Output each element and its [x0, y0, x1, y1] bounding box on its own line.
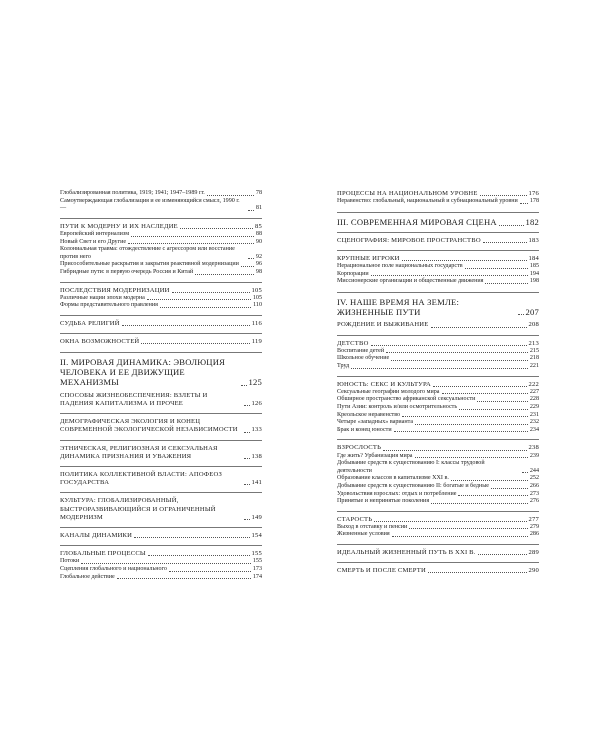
- toc-entry: [337, 498, 539, 506]
- dot-leader: [371, 345, 527, 346]
- toc-page-number: 182: [525, 216, 539, 227]
- toc-chapter-heading: [60, 466, 262, 487]
- dot-leader: [499, 225, 524, 226]
- toc-page-number: 155: [251, 550, 262, 558]
- toc-entry-title: СПОСОБЫ ЖИЗНЕОБЕСПЕЧЕНИЯ: ВЗЛЕТЫ И ПАДЕНИЯ КАПИТАЛИЗМА И ПРОЧЕЕ: [60, 391, 208, 407]
- toc-entry-title: Выход в отставку и пенсии: [337, 523, 408, 530]
- dot-leader: [195, 274, 254, 275]
- toc-entry: [337, 419, 539, 427]
- toc-entry-title: СТАРОСТЬ: [337, 515, 373, 523]
- dot-leader: [483, 242, 527, 243]
- toc-page-number: 155: [252, 558, 262, 565]
- dot-leader: [148, 555, 250, 556]
- toc-entry-title: Неравенство: глобальный, национальный и субнациональный уровни: [337, 198, 518, 205]
- toc-entry-title: Обширное пространство африканской сексуальности: [337, 396, 476, 403]
- dot-leader: [141, 343, 249, 344]
- toc-entry-title: Европейский интернализм: [60, 230, 130, 237]
- toc-entry-title: Жизненные условия: [337, 531, 390, 538]
- dot-leader: [392, 536, 528, 537]
- toc-page-number: 218: [529, 355, 539, 362]
- toc-entry-title: ЭТНИЧЕСКАЯ, РЕЛИГИОЗНАЯ И СЕКСУАЛЬНАЯ ДИНАМИКА ПРИЗНАНИЯ И УВАЖЕНИЯ: [60, 444, 218, 460]
- toc-entry-title: Нерациональное поле национальных государств: [337, 263, 463, 269]
- toc-page-number: 141: [251, 479, 262, 487]
- toc-entry-title: Труд: [337, 362, 350, 369]
- dot-leader: [518, 314, 524, 315]
- toc-page-number: 92: [255, 253, 262, 260]
- dot-leader: [478, 554, 527, 555]
- dot-leader: [415, 424, 528, 425]
- toc-entry-title: Добывание средств к существованию II: богатые и бедные: [337, 482, 489, 489]
- toc-entry-title: Различные нации эпохи модерна: [60, 294, 145, 301]
- toc-chapter-heading: [60, 545, 262, 558]
- toc-entry: [60, 261, 262, 269]
- dot-leader: [465, 268, 528, 269]
- dot-leader: [522, 472, 528, 473]
- toc-page-number: 126: [251, 399, 262, 407]
- dot-leader: [134, 537, 249, 538]
- toc-page-number: 231: [529, 411, 539, 418]
- dot-leader: [241, 266, 254, 267]
- dot-leader: [485, 283, 527, 284]
- toc-page-number: 234: [529, 426, 539, 433]
- toc-page-number: 116: [251, 319, 262, 327]
- toc-entry-title: Четыре «западных» варианта: [337, 419, 414, 426]
- toc-entry: [60, 558, 262, 566]
- toc-part-heading: [337, 292, 539, 318]
- dot-leader: [207, 195, 254, 196]
- toc-page-number: 289: [528, 549, 539, 557]
- toc-entry-title: ДЕМОГРАФИЧЕСКАЯ ЭКОЛОГИЯ И КОНЕЦ СОВРЕМЕННОЙ ЭКОЛОГИЧЕСКОЙ НЕЗАВИСИМОСТИ: [60, 418, 238, 434]
- toc-page-number: 110: [253, 302, 262, 309]
- toc-page-number: 238: [528, 444, 539, 452]
- toc-entry-title: КАНАЛЫ ДИНАМИКИ: [60, 531, 133, 539]
- dot-leader: [442, 393, 528, 394]
- toc-page-number: 96: [255, 261, 262, 268]
- toc-page-number: 273: [529, 490, 539, 497]
- toc-page-number: 239: [529, 452, 539, 459]
- toc-entry-title: II. МИРОВАЯ ДИНАМИКА: ЭВОЛЮЦИЯ ЧЕЛОВЕКА И ЕЕ ДВИЖУЩИЕ МЕХАНИЗМЫ: [60, 357, 226, 387]
- toc-part-heading: [60, 352, 262, 387]
- toc-entry: [60, 231, 262, 239]
- toc-entry: [60, 566, 262, 574]
- toc-list: [60, 190, 262, 581]
- toc-entry: [337, 263, 539, 271]
- toc-right-column: [337, 190, 539, 575]
- toc-entry: [337, 460, 539, 475]
- dot-leader: [433, 386, 526, 387]
- toc-chapter-heading: [337, 190, 539, 198]
- toc-entry-title: ПРОЦЕССЫ НА НАЦИОНАЛЬНОМ УРОВНЕ: [337, 190, 478, 197]
- toc-entry-title: Глобальное действие: [60, 573, 115, 580]
- toc-page-number: 125: [248, 376, 262, 387]
- dot-leader: [459, 409, 528, 410]
- dot-leader: [371, 275, 528, 276]
- dot-leader: [244, 484, 250, 485]
- toc-chapter-heading: [60, 392, 262, 408]
- toc-chapter-heading: [337, 439, 539, 452]
- toc-entry-title: ПУТИ К МОДЕРНУ И ИХ НАСЛЕДИЕ: [60, 222, 178, 230]
- toc-entry-title: Миссионерские организации и общественные движения: [337, 278, 484, 285]
- toc-page-number: 88: [255, 230, 262, 237]
- toc-page-number: 207: [525, 306, 539, 317]
- toc-entry: [337, 198, 539, 206]
- toc-entry-title: Брак и конец юности: [337, 426, 392, 433]
- dot-leader: [431, 503, 528, 504]
- dot-leader: [402, 260, 527, 261]
- dot-leader: [431, 327, 527, 328]
- toc-entry-title: Пути Азии: контроль и/или осмотрительность: [337, 403, 458, 410]
- dot-leader: [244, 405, 250, 406]
- toc-page-number: 266: [529, 482, 539, 489]
- toc-page-number: 208: [528, 321, 539, 329]
- dot-leader: [374, 521, 526, 522]
- dot-leader: [248, 258, 254, 259]
- dot-leader: [491, 488, 528, 489]
- toc-entry-title: ДЕТСТВО: [337, 339, 369, 347]
- toc-page-number: 176: [528, 190, 539, 197]
- toc-chapter-heading: [337, 321, 539, 329]
- toc-entry-title: КУЛЬТУРА: ГЛОБАЛИЗИРОВАННЫЙ, БЫСТРОРАЗВИВАЮЩИЙСЯ И ОГРАНИЧЕННЫЙ МОДЕРНИЗМ: [60, 497, 216, 521]
- toc-page-number: 90: [255, 238, 262, 245]
- toc-page-number: 149: [251, 513, 262, 521]
- toc-entry-title: Сцепления глобального и национального: [60, 565, 167, 572]
- toc-chapter-heading: [60, 440, 262, 461]
- toc-page-number: 178: [529, 198, 539, 205]
- dot-leader: [117, 578, 251, 579]
- toc-page-number: 232: [529, 419, 539, 426]
- dot-leader: [172, 292, 250, 293]
- toc-entry-title: Глобализированная политика, 1919; 1941; 1947–1989 гг.: [60, 190, 205, 196]
- toc-chapter-heading: [337, 376, 539, 389]
- dot-leader: [131, 236, 254, 237]
- toc-page-number: 252: [529, 475, 539, 482]
- toc-entry-title: Воспитание детей: [337, 347, 385, 354]
- toc-page-number: 244: [529, 467, 539, 474]
- toc-entry: [60, 269, 262, 277]
- toc-page-number: 228: [529, 396, 539, 403]
- dot-leader: [458, 495, 527, 496]
- dot-leader: [180, 228, 253, 229]
- toc-entry-title: СЦЕНОГРАФИЯ: МИРОВОЕ ПРОСТРАНСТВО: [337, 236, 481, 244]
- toc-page-number: 213: [528, 339, 539, 347]
- dot-leader: [122, 325, 250, 326]
- toc-page-number: 183: [528, 236, 539, 244]
- toc-chapter-heading: [337, 511, 539, 524]
- toc-entry-title: ВЗРОСЛОСТЬ: [337, 444, 382, 452]
- toc-chapter-heading: [60, 315, 262, 328]
- dot-leader: [169, 571, 251, 572]
- toc-entry-title: ЮНОСТЬ: СЕКС И КУЛЬТУРА: [337, 380, 432, 388]
- toc-entry: [60, 198, 262, 213]
- toc-page-number: 277: [528, 515, 539, 523]
- toc-chapter-heading: [337, 232, 539, 245]
- toc-entry-title: Колониальная травма: отождествление с агрессором или восстание против него: [60, 246, 235, 260]
- toc-entry-title: СУДЬБА РЕЛИГИЙ: [60, 319, 120, 327]
- dot-leader: [244, 432, 250, 433]
- toc-entry-title: Креольское неравенство: [337, 411, 401, 418]
- toc-chapter-heading: [60, 492, 262, 522]
- toc-entry-title: ИДЕАЛЬНЫЙ ЖИЗНЕННЫЙ ПУТЬ В XXI В.: [337, 549, 476, 557]
- toc-page-number: 133: [251, 426, 262, 434]
- toc-part-heading: [337, 212, 539, 228]
- toc-entry-title: Корпорации: [337, 270, 369, 277]
- toc-chapter-heading: [60, 527, 262, 540]
- toc-entry-title: Новый Свет и его Другие: [60, 238, 127, 245]
- toc-entry-title: Присособительные раскрытия и закрытия реактивной модернизации: [60, 261, 239, 268]
- toc-entry: [337, 363, 539, 371]
- toc-entry: [337, 278, 539, 286]
- dot-leader: [147, 299, 251, 300]
- toc-entry-title: СМЕРТЬ И ПОСЛЕ СМЕРТИ: [337, 567, 426, 575]
- toc-entry-title: Формы представительного правления: [60, 302, 158, 309]
- toc-entry: [60, 190, 262, 198]
- dot-leader: [480, 195, 527, 196]
- dot-leader: [244, 458, 250, 459]
- toc-entry: [337, 404, 539, 412]
- toc-entry-title: ПОЛИТИКА КОЛЛЕКТИВНОЙ ВЛАСТИ: АПОФЕОЗ ГОСУДАРСТВА: [60, 470, 222, 487]
- toc-entry: [60, 246, 262, 261]
- toc-chapter-heading: [60, 333, 262, 346]
- toc-chapter-heading: [60, 282, 262, 295]
- dot-leader: [391, 360, 528, 361]
- dot-leader: [244, 519, 250, 520]
- toc-entry-title: Принятые и непринятые поколения: [337, 498, 430, 505]
- dot-leader: [415, 457, 528, 458]
- toc-page-number: 138: [251, 452, 262, 460]
- toc-chapter-heading: [337, 335, 539, 348]
- toc-page-number: 185: [529, 263, 539, 269]
- dot-leader: [409, 528, 528, 529]
- toc-page-number: 105: [251, 286, 262, 294]
- toc-entry-title: РОЖДЕНИЕ И ВЫЖИВАНИЕ: [337, 321, 429, 329]
- dot-leader: [241, 385, 247, 386]
- toc-page-number: 286: [529, 531, 539, 538]
- toc-entry: [337, 524, 539, 532]
- toc-entry-title: Сексуальные географии молодого мира: [337, 388, 440, 395]
- toc-page-number: 78: [255, 190, 262, 196]
- toc-entry-title: ГЛОБАЛЬНЫЕ ПРОЦЕССЫ: [60, 550, 146, 558]
- toc-entry-title: III. СОВРЕМЕННАЯ МИРОВАЯ СЦЕНА: [337, 216, 497, 227]
- toc-page-number: 98: [255, 268, 262, 275]
- toc-chapter-heading: [337, 250, 539, 263]
- toc-page-number: 222: [528, 380, 539, 388]
- toc-entry: [337, 412, 539, 420]
- toc-page-number: 198: [529, 278, 539, 285]
- toc-entry-title: ПОСЛЕДСТВИЯ МОДЕРНИЗАЦИИ: [60, 286, 170, 294]
- toc-page-number: 184: [528, 254, 539, 262]
- toc-entry-title: Образование классов в капитализме XXI в.: [337, 475, 449, 482]
- toc-page-number: 194: [529, 270, 539, 277]
- toc-page-number: 279: [529, 523, 539, 530]
- toc-page-number: 85: [255, 222, 262, 230]
- toc-chapter-heading: [60, 218, 262, 231]
- toc-page-number: 221: [529, 362, 539, 369]
- toc-page-number: 174: [252, 573, 262, 580]
- dot-leader: [248, 210, 254, 211]
- toc-entry-title: Школьное обучение: [337, 355, 390, 362]
- toc-entry-title: Добывание средств к существованию I: классы трудовой деятельности: [337, 460, 485, 474]
- toc-entry: [337, 531, 539, 539]
- dot-leader: [477, 401, 527, 402]
- dot-leader: [383, 450, 526, 451]
- toc-entry: [337, 491, 539, 499]
- dot-leader: [520, 203, 528, 204]
- toc-entry-title: Удовольствия взрослых: отдых и потребление: [337, 490, 457, 497]
- dot-leader: [351, 368, 528, 369]
- toc-chapter-heading: [337, 544, 539, 557]
- toc-entry: [60, 302, 262, 310]
- toc-page-number: 105: [252, 294, 262, 301]
- dot-leader: [451, 480, 528, 481]
- toc-entry: [337, 355, 539, 363]
- toc-page-number: 290: [528, 567, 539, 575]
- toc-entry-title: Где жить? Урбанизация мира: [337, 452, 413, 459]
- toc-entry-title: Гибридные пути: в первую очередь Россия и Китай: [60, 268, 194, 275]
- dot-leader: [160, 307, 251, 308]
- toc-page-number: 227: [529, 388, 539, 395]
- toc-list: [337, 190, 539, 575]
- dot-leader: [386, 352, 528, 353]
- toc-entry: [60, 574, 262, 582]
- dot-leader: [402, 416, 528, 417]
- toc-entry: [337, 427, 539, 435]
- toc-page-number: 229: [529, 403, 539, 410]
- dot-leader: [81, 563, 251, 564]
- dot-leader: [128, 243, 254, 244]
- toc-left-column: [60, 190, 262, 581]
- toc-page-number: 119: [251, 338, 262, 346]
- dot-leader: [394, 431, 528, 432]
- toc-entry-title: КРУПНЫЕ ИГРОКИ: [337, 254, 400, 262]
- toc-entry-title: ОКНА ВОЗМОЖНОСТЕЙ: [60, 338, 140, 346]
- toc-entry: [337, 396, 539, 404]
- toc-page-number: 81: [255, 205, 262, 212]
- toc-entry: [337, 475, 539, 483]
- toc-entry: [337, 483, 539, 491]
- toc-entry-title: Потоки: [60, 558, 80, 565]
- toc-entry: [337, 453, 539, 461]
- toc-chapter-heading: [337, 562, 539, 575]
- toc-entry-title: Самоутверждающая глобализация и ее изменяющийся смысл, 1990 г. —: [60, 197, 240, 212]
- dot-leader: [428, 572, 527, 573]
- toc-entry: [60, 295, 262, 303]
- toc-page-number: 154: [251, 531, 262, 539]
- toc-page-number: 173: [252, 565, 262, 572]
- toc-entry: [60, 239, 262, 247]
- toc-page-number: 215: [529, 347, 539, 354]
- toc-chapter-heading: [60, 413, 262, 434]
- toc-entry-title: IV. НАШЕ ВРЕМЯ НА ЗЕМЛЕ: ЖИЗНЕННЫЕ ПУТИ: [337, 296, 460, 317]
- toc-page-number: 276: [529, 498, 539, 505]
